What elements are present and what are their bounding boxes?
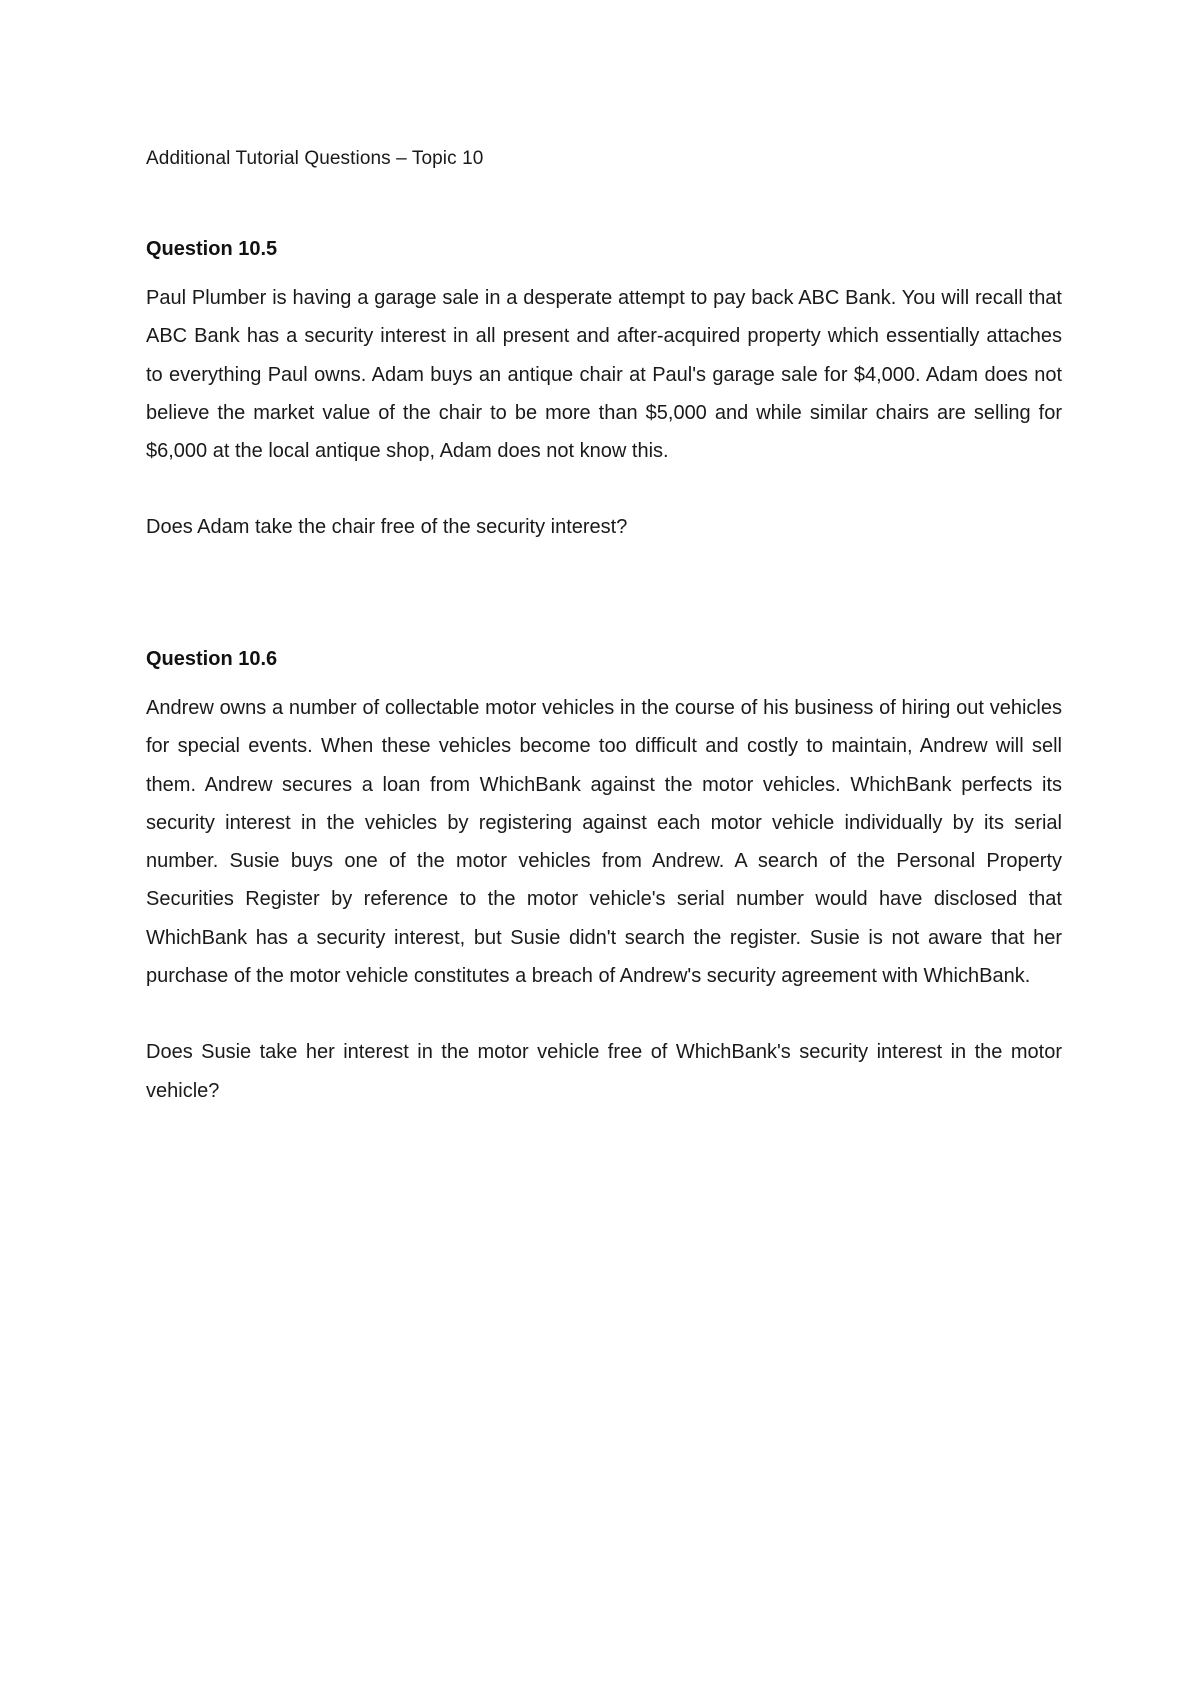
question-prompt: Does Adam take the chair free of the security interest?: [146, 516, 628, 539]
document-header: Additional Tutorial Questions – Topic 10: [146, 148, 484, 169]
question-heading: Question 10.6: [146, 648, 278, 670]
question-prompt: Does Susie take her interest in the motor vehicle free of WhichBank's security interest in the motor vehicle?: [146, 1041, 1062, 1102]
question-body: Andrew owns a number of collectable motor vehicles in the course of his business of hiring out vehicles for special events. When these vehicles become too difficult and costly to maintain, Andrew will sell them. Andrew secures a loan from WhichBank against the motor vehicles. WhichBank perfects its security interest in the vehicles by registering against each motor vehicle individually by its serial number. Susie buys one of the motor vehicles from Andrew. A search of the Personal Property Securities Register by reference to the motor vehicle's serial number would have disclosed that WhichBank has a security interest, but Susie didn't search the register. Susie is not aware that her purchase of the motor vehicle constitutes a breach of Andrew's security agreement with WhichBank.: [146, 697, 1062, 988]
question-heading: Question 10.5: [146, 238, 278, 260]
question-10-6: [146, 646, 1062, 1110]
question-body: Paul Plumber is having a garage sale in a desperate attempt to pay back ABC Bank. You will recall that ABC Bank has a security interest in all present and after-acquired property which essentially attaches to everything Paul owns. Adam buys an antique chair at Paul's garage sale for $4,000. Adam does not believe the market value of the chair to be more than $5,000 and while similar chairs are selling for $6,000 at the local antique shop, Adam does not know this.: [146, 287, 1062, 463]
question-10-5: [146, 236, 1062, 547]
